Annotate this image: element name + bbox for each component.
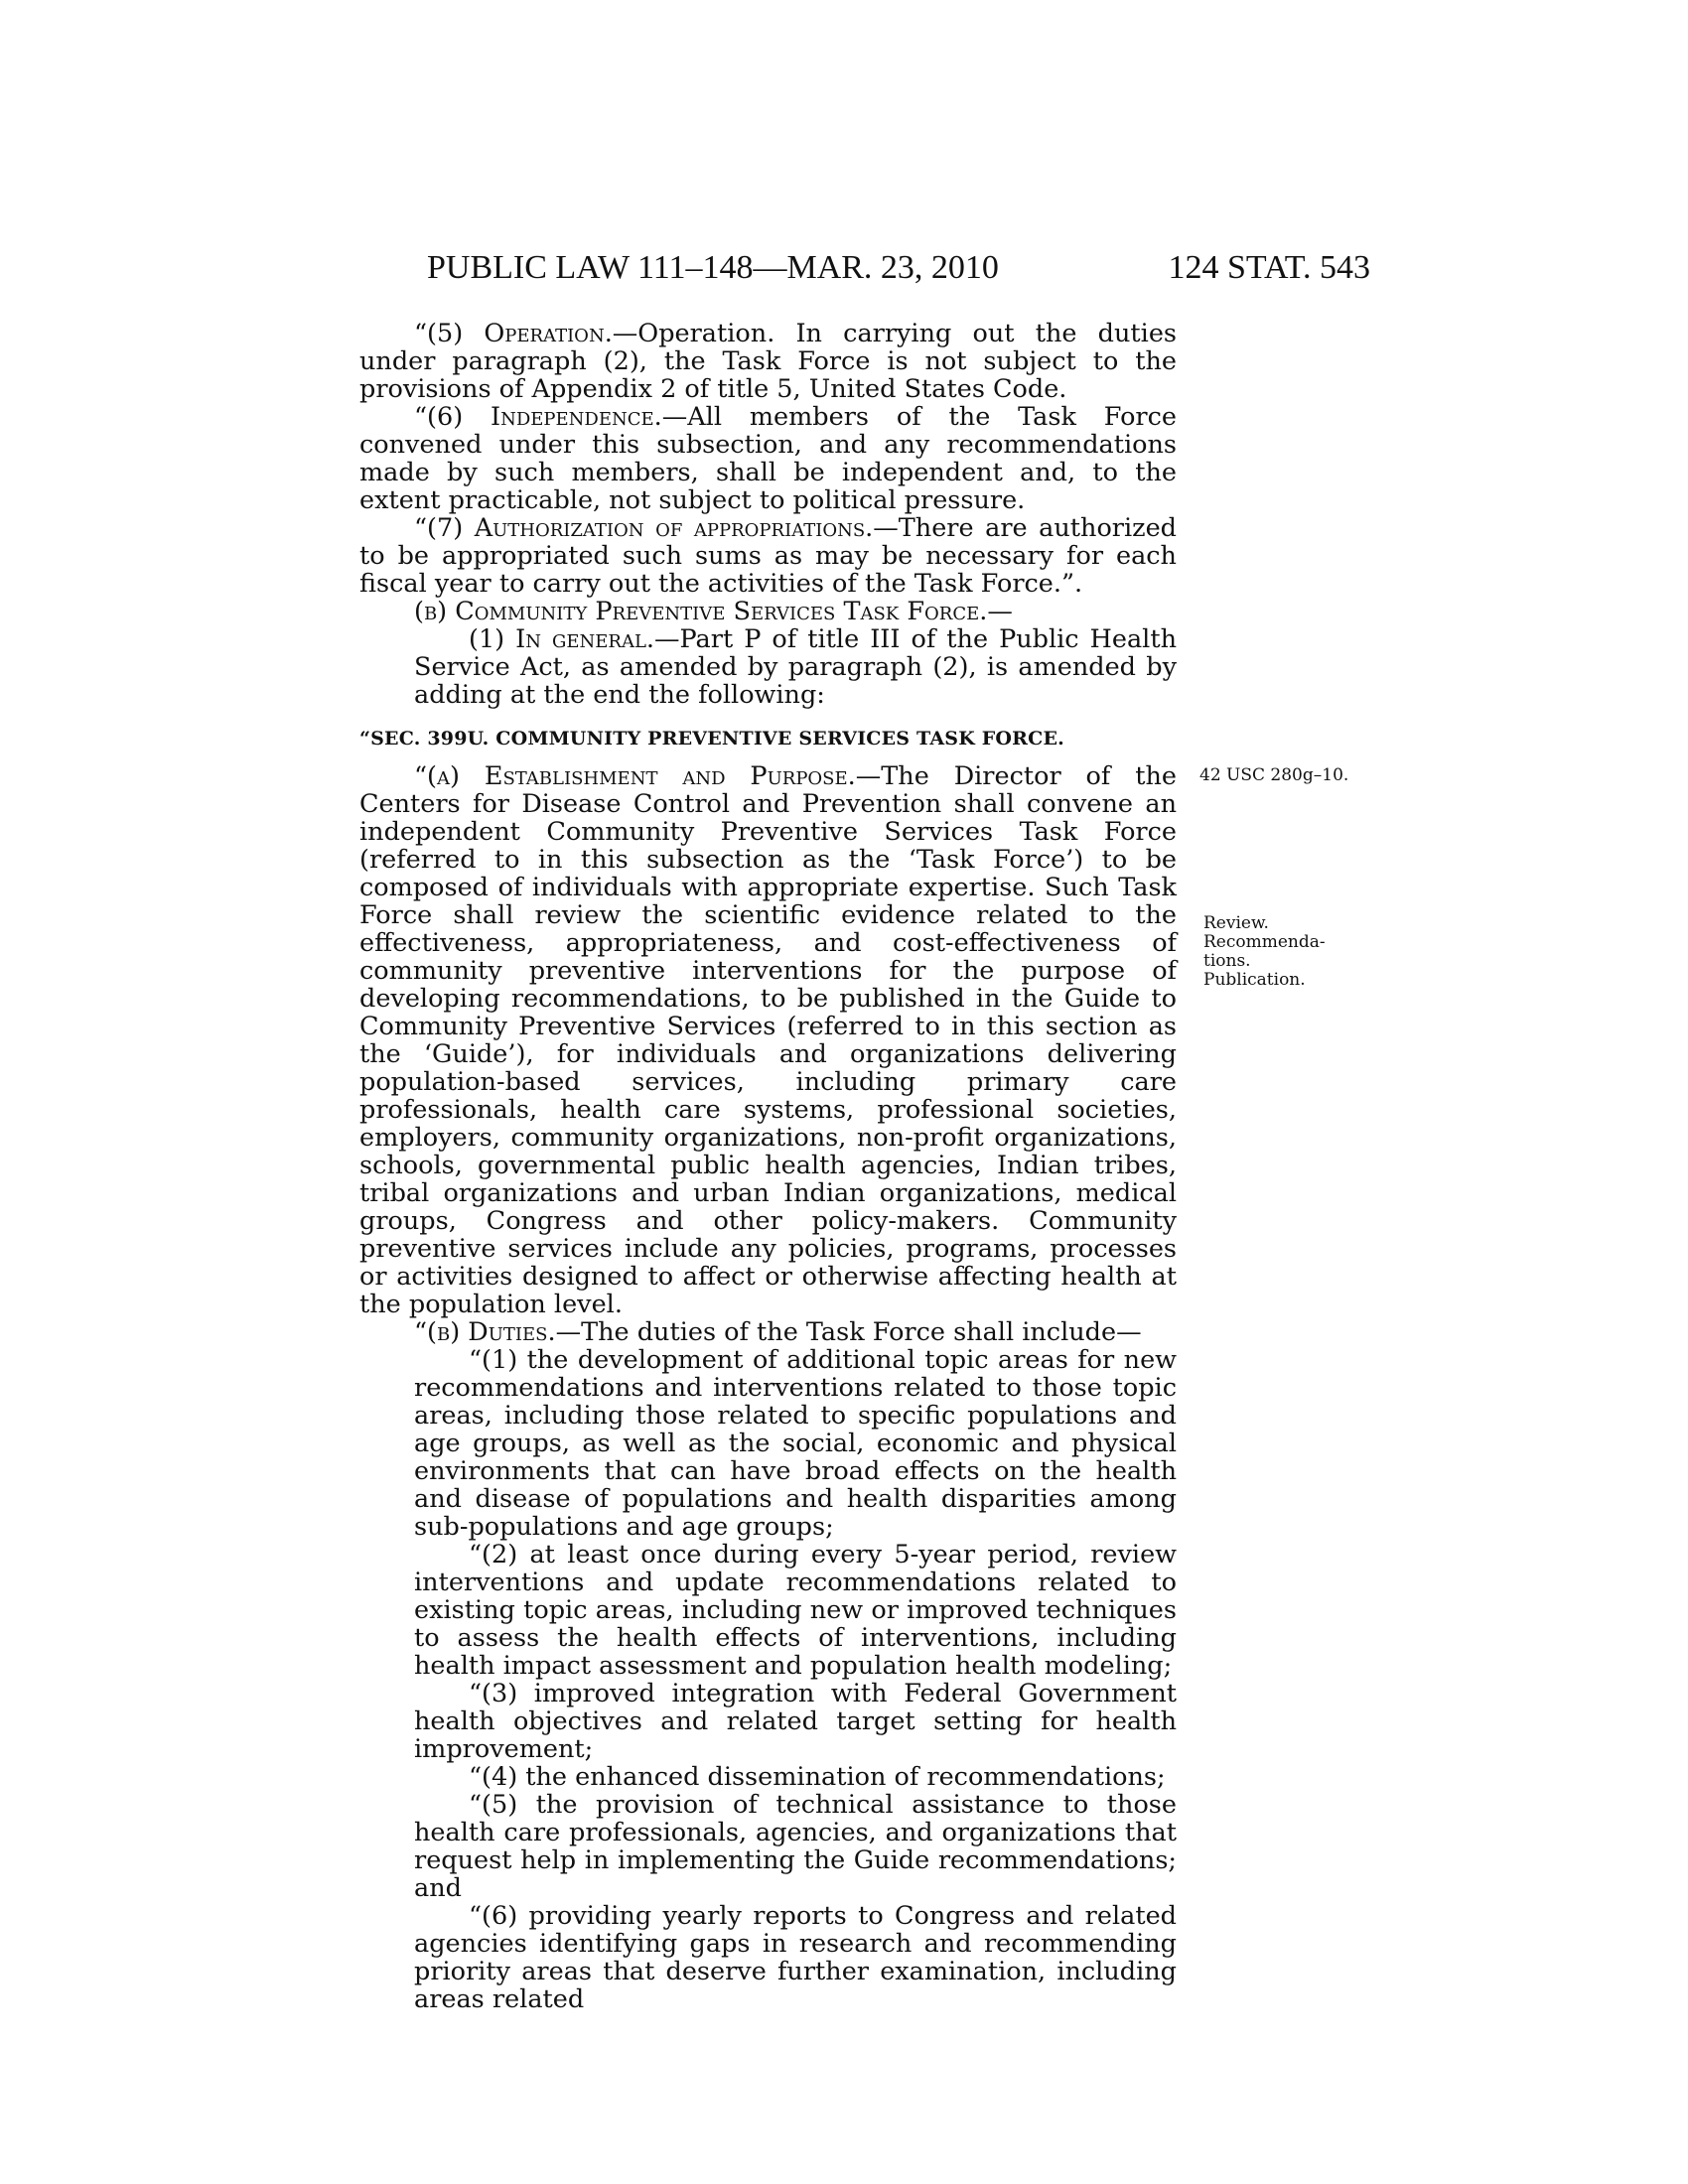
margin-note-usc-citation: 42 USC 280g–10. — [1199, 765, 1349, 785]
duty-3: “(3) improved integration with Federal Government health objectives and related target setting for health improvement; — [414, 1679, 1177, 1764]
subsection-a-label: “(a) Establishment and Purpose. — [414, 761, 856, 791]
paragraph-6-independence — [359, 403, 1177, 514]
section-heading: “SEC. 399U. COMMUNITY PREVENTIVE SERVICES TASK FORCE. — [359, 728, 1064, 750]
duty-5: “(5) the provision of technical assistance to those health care professionals, agencies, and organizations that request help in implementing the Guide recommendations; and — [414, 1790, 1177, 1903]
page-number: 124 STAT. 543 — [1168, 249, 1370, 286]
margin-note-recommendations-1: Recommenda- — [1203, 932, 1326, 952]
duty-4: “(4) the enhanced dissemination of recommendations; — [469, 1762, 1166, 1792]
subsection-a-text: —The Director of the Centers for Disease Control and Prevention shall convene an independent Community Preventive Services Task Force (referred to in this subsection as the ‘Task Force’) to be composed of individuals with appropriate expertise. Such Task Force shall review the scientific evidence related to the effectiveness, appropriateness, and cost-effectiveness of community preventive interventions for the purpose of developing recommendations, to be published in the Guide to Community Preventive Services (referred to in this section as the ‘Guide’), for individuals and organizations delivering population-based services, including primary care professionals, health care systems, professional societies, employers, community organizations, non-profit organizations, schools, governmental public health agencies, Indian tribes, tribal organizations and urban Indian organizations, medical groups, Congress and other policy-makers. Community preventive services include any policies, programs, processes or activities designed to affect or otherwise affecting health at the population level. — [359, 761, 1177, 1319]
subsection-b-label: (b) Community Preventive Services Task Force. — [414, 597, 988, 626]
paragraph-7-appropriations — [359, 514, 1177, 598]
paragraph-6-label: “(6) Independence. — [414, 402, 662, 432]
paragraph-6-text: —All members of the Task Force convened under this subsection, and any recommendations made by such members, shall be independent and, to the extent practicable, not subject to political pressure. — [359, 402, 1177, 515]
subsection-b-duties — [359, 1318, 1177, 1346]
document-body — [359, 320, 1177, 2013]
running-head-title: PUBLIC LAW 111–148—MAR. 23, 2010 — [427, 249, 999, 286]
subsection-b-heading — [359, 598, 1177, 625]
duties-text: —The duties of the Task Force shall include— — [555, 1317, 1142, 1347]
running-head — [427, 248, 1370, 288]
margin-note-review-recommendations-publication — [1203, 914, 1352, 990]
margin-note-review: Review. — [1203, 913, 1269, 933]
paragraph-7-text: —There are authorized to be appropriated such sums as may be necessary for each fiscal year to carry out the activities of the Task Force.”. — [359, 513, 1177, 599]
margin-note-publication: Publication. — [1203, 970, 1306, 990]
subsection-b-dash: — — [987, 597, 1013, 626]
duty-2: “(2) at least once during every 5-year period, review interventions and update recommendations related to existing topic areas, including new or improved techniques to assess the health effects of interventions, including health impact assessment and population health modeling; — [414, 1540, 1177, 1681]
paragraph-b1-label: (1) In general. — [469, 624, 655, 654]
paragraph-5-label: “(5) Operation. — [414, 319, 613, 348]
duty-6: “(6) providing yearly reports to Congress and related agencies identifying gaps in research and recommending priority areas that deserve further examination, including areas related — [414, 1901, 1177, 2014]
paragraph-b1-in-general — [359, 625, 1177, 709]
paragraph-5-operation — [359, 320, 1177, 403]
paragraph-b1-text: —Part P of title III of the Public Health Service Act, as amended by paragraph (2), is amended by adding at the end the following: — [414, 624, 1177, 710]
subsection-a-establishment — [359, 762, 1177, 1318]
paragraph-7-label: “(7) Authorization of appropriations. — [414, 513, 874, 543]
paragraph-5-text: —Operation. In carrying out the duties under paragraph (2), the Task Force is not subject to the provisions of Appendix 2 of title 5, United States Code. — [359, 319, 1177, 404]
duties-label: “(b) Duties. — [414, 1317, 556, 1347]
margin-note-recommendations-2: tions. — [1203, 951, 1251, 971]
duty-1: “(1) the development of additional topic areas for new recommendations and interventions related to those topic areas, including those related to specific populations and age groups, as well as the social, economic and physical environments that can have broad effects on the health and disease of populations and health disparities among sub-populations and age groups; — [414, 1345, 1177, 1542]
